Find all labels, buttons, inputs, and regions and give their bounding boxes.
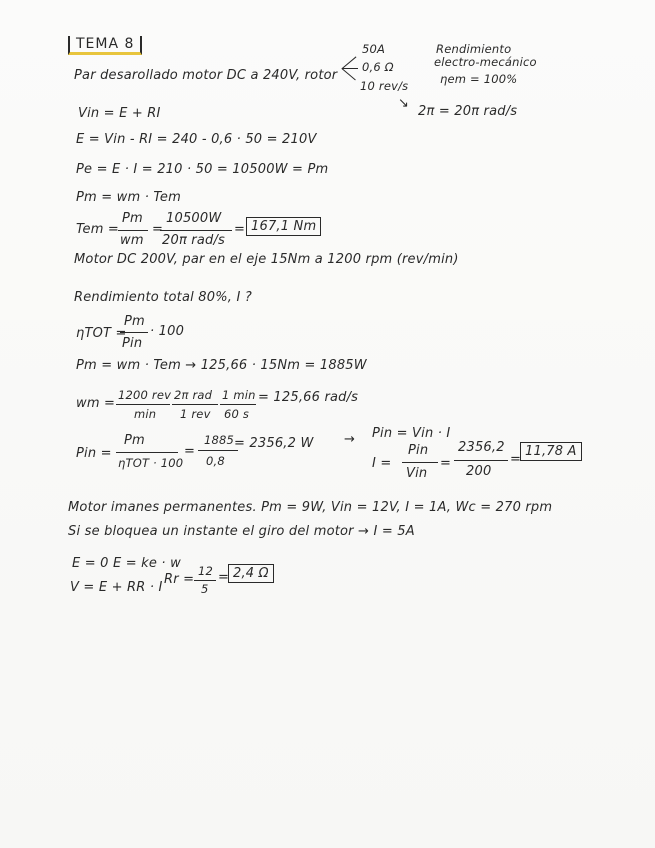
equation-pe: Pe = E · I = 210 · 50 = 10500W = Pm	[76, 162, 329, 177]
equation-e: E = Vin - RI = 240 - 0,6 · 50 = 210V	[76, 132, 317, 147]
fraction-line	[198, 450, 238, 451]
tem-speed-value: 20π rad/s	[162, 233, 226, 248]
pin-numerator: Pm	[124, 433, 145, 448]
rr-denominator: 5	[201, 582, 209, 596]
eta-numerator: Pm	[124, 314, 145, 329]
rotor-speed: 10 rev/s	[360, 79, 409, 93]
tem-label: Tem =	[76, 222, 120, 237]
pm-calculation: Pm = wm · Tem → 125,66 · 15Nm = 1885W	[76, 358, 367, 373]
wm-den-1: min	[134, 407, 157, 421]
fraction-line	[172, 404, 218, 405]
tem-denominator: wm	[120, 233, 144, 248]
fraction-line	[194, 580, 216, 581]
equals-sign: =	[440, 456, 452, 471]
branch-line-down	[341, 68, 355, 80]
fraction-line	[454, 460, 508, 461]
problem-3-statement-1: Motor imanes permanentes. Pm = 9W, Vin = 12V, I = 1A, Wc = 270 rpm	[68, 500, 553, 515]
branch-line-mid	[342, 68, 358, 69]
problem-2-statement-2: Rendimiento total 80%, I ?	[74, 290, 252, 305]
fraction-line	[120, 332, 148, 333]
wm-label: wm =	[76, 396, 116, 411]
eta-factor: · 100	[150, 324, 185, 339]
pin-result: = 2356,2 W	[234, 436, 314, 451]
equation-pm: Pm = wm · Tem	[76, 190, 181, 205]
current-power: 2356,2	[458, 440, 505, 455]
current-voltage: 200	[466, 464, 492, 479]
pin-denominator: ηTOT · 100	[118, 456, 184, 470]
fraction-line	[118, 230, 148, 231]
problem-3-statement-2: Si se bloquea un instante el giro del motor → I = 5A	[68, 524, 415, 539]
rr-result: 2,4 Ω	[228, 564, 274, 583]
efficiency-type: electro-mecánico	[434, 55, 537, 69]
problem-2-statement-1: Motor DC 200V, par en el eje 15Nm a 1200 rpm (rev/min)	[74, 252, 459, 267]
page-title: TEMA 8	[68, 36, 142, 55]
wm-num-1: 1200 rev	[118, 388, 172, 402]
equation-voltage: V = E + RR · I	[70, 580, 163, 595]
equals-sign: =	[218, 570, 230, 585]
tem-result: 167,1 Nm	[246, 217, 321, 236]
problem-1-statement: Par desarollado motor DC a 240V, rotor	[74, 68, 338, 83]
rotor-resistance: 0,6 Ω	[362, 60, 394, 74]
efficiency-value: ηem = 100%	[440, 72, 518, 86]
wm-num-2: 2π rad	[174, 388, 213, 402]
rotor-current: 50A	[362, 42, 386, 56]
pin-relation: Pin = Vin · I	[372, 426, 451, 441]
current-label: I =	[372, 456, 392, 471]
pin-efficiency: 0,8	[206, 454, 225, 468]
branch-line-up	[342, 56, 356, 68]
equals-sign: =	[234, 222, 246, 237]
eta-denominator: Pin	[122, 336, 143, 351]
equation-vin: Vin = E + RI	[78, 106, 161, 121]
pin-power: 1885	[204, 433, 235, 447]
equals-sign: =	[152, 222, 164, 237]
pin-label: Pin =	[76, 446, 112, 461]
tem-power-value: 10500W	[166, 211, 222, 226]
wm-num-3: 1 min	[222, 388, 256, 402]
rr-label: Rr =	[164, 572, 195, 587]
fraction-line	[402, 462, 438, 463]
rr-numerator: 12	[198, 564, 214, 578]
tem-numerator: Pm	[122, 211, 143, 226]
equation-back-emf: E = 0 E = ke · w	[72, 556, 181, 571]
wm-den-2: 1 rev	[180, 407, 211, 421]
fraction-line	[116, 404, 170, 405]
current-result: 11,78 A	[520, 442, 582, 461]
equals-sign: =	[510, 452, 522, 467]
fraction-line	[160, 230, 232, 231]
angular-conversion: 2π = 20π rad/s	[418, 104, 518, 119]
arrow-icon: →	[344, 432, 356, 447]
current-denominator: Vin	[406, 466, 428, 481]
wm-result: = 125,66 rad/s	[258, 390, 359, 405]
current-numerator: Pin	[408, 443, 429, 458]
arrow-icon: ↘	[398, 96, 410, 111]
wm-den-3: 60 s	[224, 407, 250, 421]
equals-sign: =	[184, 444, 196, 459]
eta-label: ηTOT =	[76, 326, 127, 341]
fraction-line	[116, 452, 178, 453]
efficiency-label: Rendimiento	[436, 42, 512, 56]
fraction-line	[220, 404, 256, 405]
